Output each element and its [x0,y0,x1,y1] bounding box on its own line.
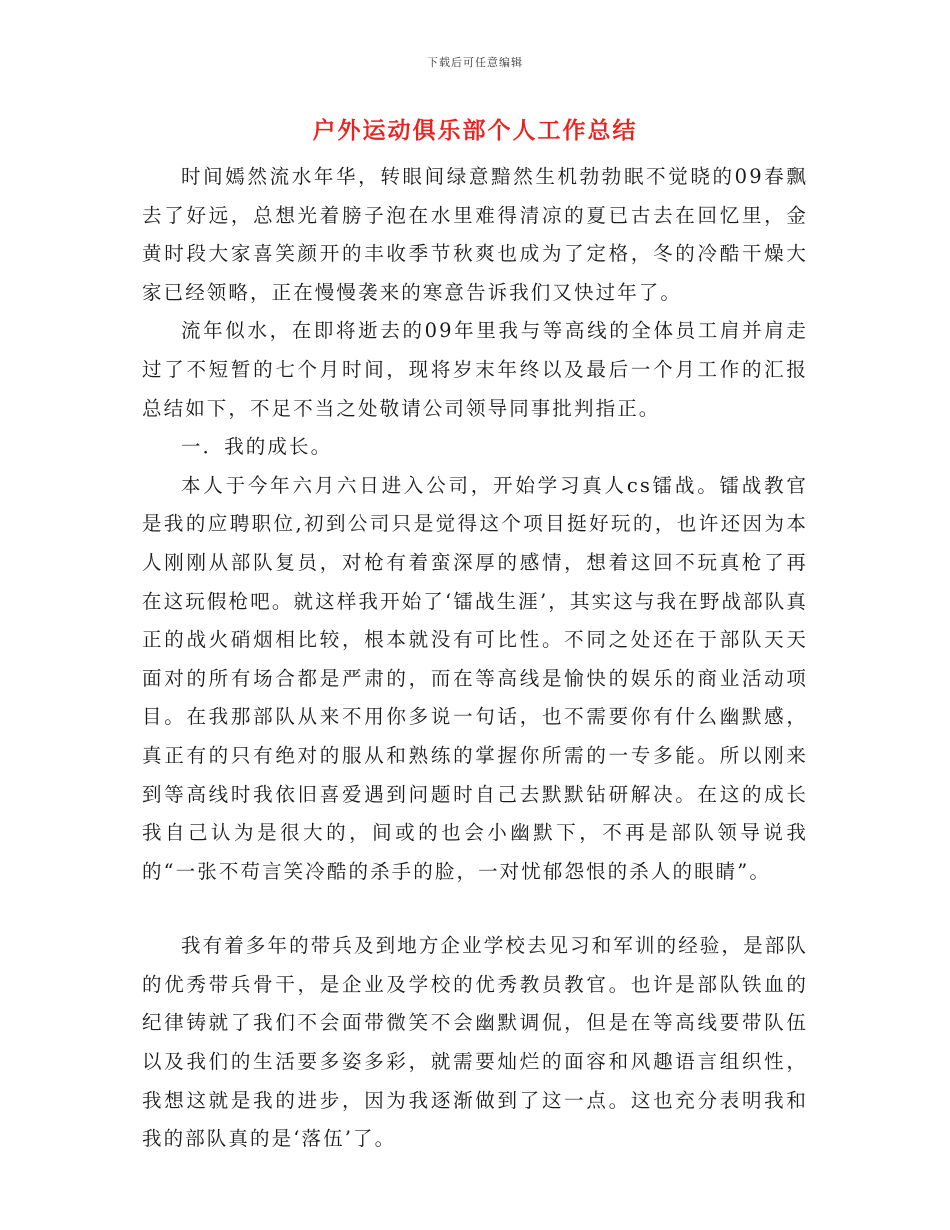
paragraph-growth-story: 本人于今年六月六日进入公司，开始学习真人cs镭战。镭战教官是我的应聘职位,初到公司只是觉得这个项目挺好玩的，也许还因为本人刚刚从部队复员，对枪有着蛮深厚的感情，想着这回不玩真枪了再在这玩假枪吧。就这样我开始了‘镭战生涯’，其实这与我在野战部队真正的战火硝烟相比较，根本就没有可比性。不同之处还在于部队天天面对的所有场合都是严肃的，而在等高线是愉快的娱乐的商业活动项目。在我那部队从来不用你多说一句话，也不需要你有什么幽默感，真正有的只有绝对的服从和熟练的掌握你所需的一专多能。所以刚来到等高线时我依旧喜爱遇到问题时自己去默默钻研解决。在这的成长我自己认为是很大的，间或的也会小幽默下，不再是部队领导说我的“一张不苟言笑冷酷的杀手的脸，一对忧郁怨恨的杀人的眼睛”。 [142,473,808,883]
paragraph-spacer [142,891,808,927]
document-title: 户外运动俱乐部个人工作总结 [312,117,638,144]
document-body [142,158,808,1159]
paragraph-summary-intro: 流年似水，在即将逝去的09年里我与等高线的全体员工肩并肩走过了不短暂的七个月时间，现将岁末年终以及最后一个月工作的汇报总结如下，不足不当之处敬请公司领导同事批判指正。 [142,319,808,420]
paragraph-experience: 我有着多年的带兵及到地方企业学校去见习和军训的经验，是部队的优秀带兵骨干，是企业及学校的优秀教员教官。也许是部队铁血的纪律铸就了我们不会面带微笑不会幽默调侃，但是在等高线要带队伍以及我们的生活要多姿多彩，就需要灿烂的面容和风趣语言组织性，我想这就是我的进步，因为我逐渐做到了这一点。这也充分表明我和我的部队真的是‘落伍’了。 [142,934,808,1151]
paragraph-intro: 时间嫣然流水年华，转眼间绿意黯然生机勃勃眠不觉晓的09春飘去了好远，总想光着膀子泡在水里难得清凉的夏已古去在回忆里，金黄时段大家喜笑颜开的丰收季节秋爽也成为了定格，冬的冷酷干燥大家已经领略，正在慢慢袭来的寒意告诉我们又快过年了。 [142,165,808,304]
page-header-note: 下载后可任意编辑 [427,56,523,69]
section-heading-growth: 一．我的成长。 [181,435,333,459]
